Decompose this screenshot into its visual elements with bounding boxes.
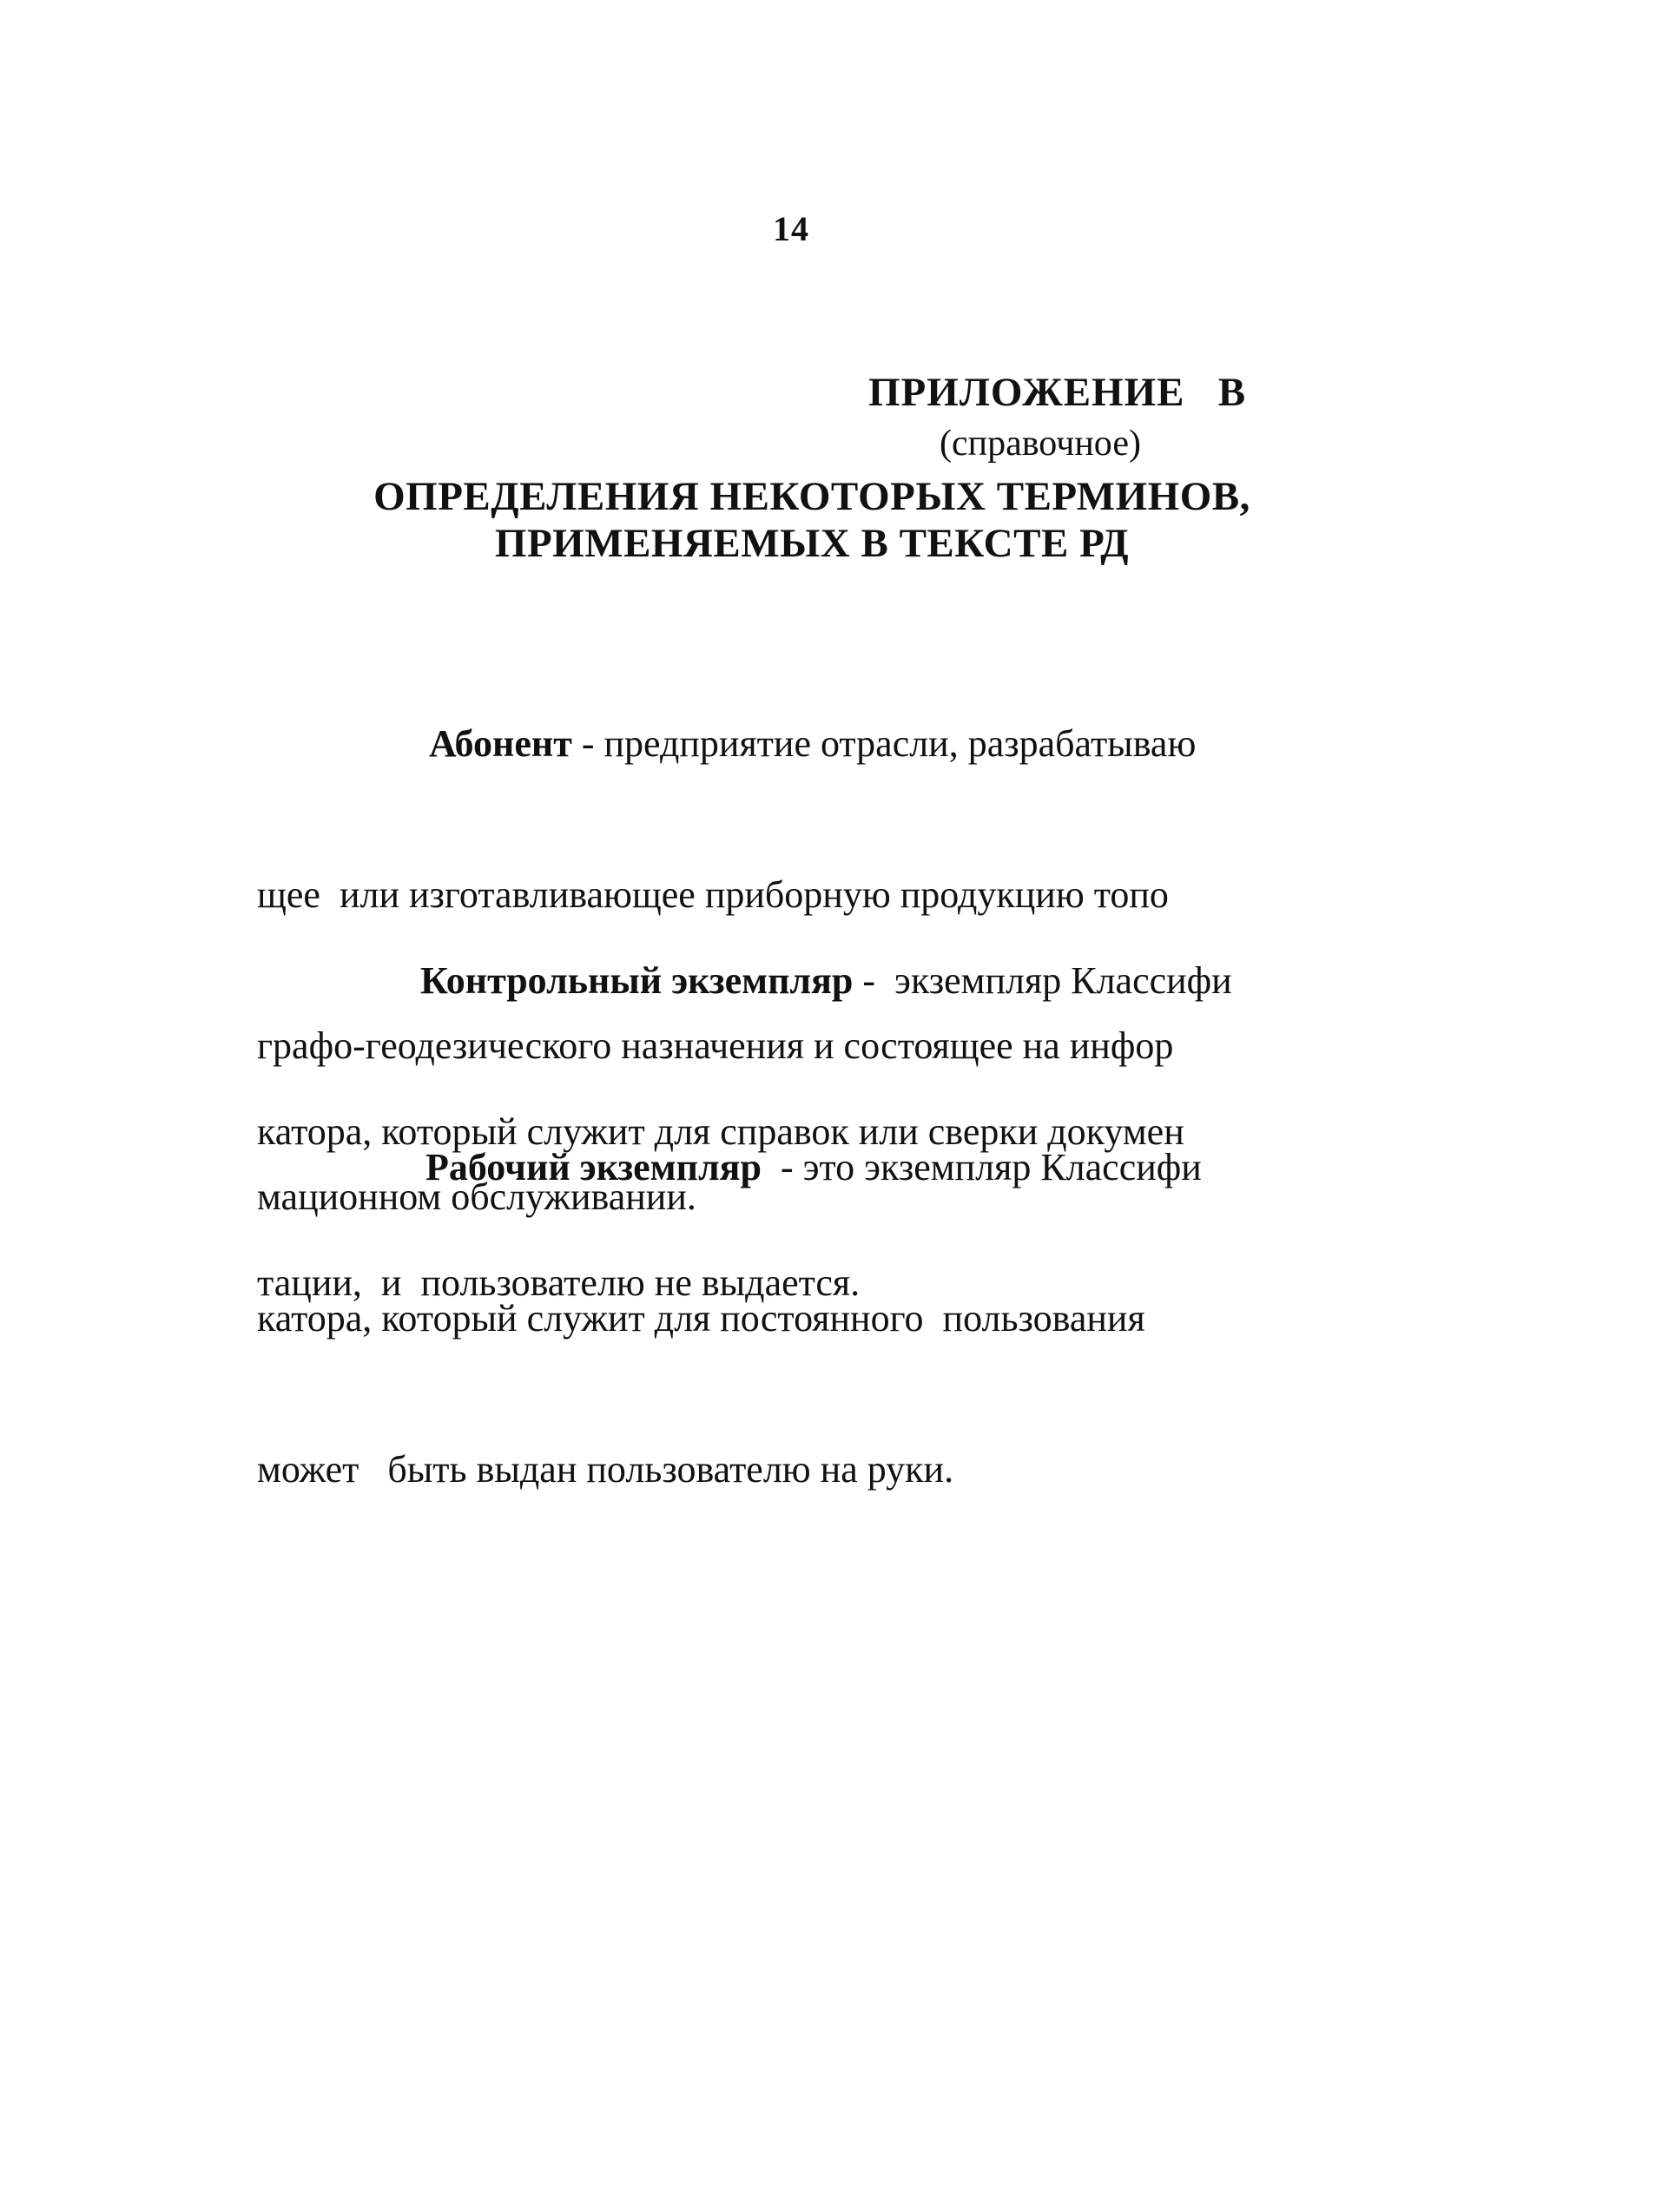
section-title-line-2: ПРИМЕНЯЕМЫХ В ТЕКСТЕ РД bbox=[494, 521, 1130, 566]
definition-term: Абонент bbox=[429, 722, 572, 765]
section-title-line-1: ОПРЕДЕЛЕНИЯ НЕКОТОРЫХ ТЕРМИНОВ, bbox=[373, 474, 1250, 519]
definition-first-line bbox=[257, 1142, 1202, 1193]
definition-line: может быть выдан пользователю на руки. bbox=[257, 1448, 954, 1491]
appendix-type: (справочное) bbox=[940, 424, 1141, 464]
definition-text: - это экземпляр Классифи bbox=[761, 1146, 1202, 1188]
definition-line: катора, который служит для справок или сверки докумен bbox=[257, 1110, 1184, 1153]
definition-first-line bbox=[257, 719, 1196, 769]
definition-term: Контрольный экземпляр bbox=[420, 959, 854, 1002]
definition-line: тации, и пользователю не выдается. bbox=[257, 1261, 861, 1304]
definition-line: катора, который служит для постоянного пользования bbox=[257, 1297, 1145, 1340]
definition-first-line bbox=[257, 956, 1232, 1006]
definition-working-copy bbox=[257, 1042, 1202, 1545]
definition-line: мационном обслуживании. bbox=[257, 1175, 696, 1218]
section-title bbox=[261, 473, 1363, 567]
definition-text: - предприятие отрасли, разрабатываю bbox=[571, 722, 1197, 765]
definition-term: Рабочий экземпляр bbox=[425, 1146, 762, 1188]
definition-line: щее или изготавливающее приборную продукцию топо bbox=[257, 873, 1169, 916]
appendix-title: ПРИЛОЖЕНИЕ В bbox=[868, 370, 1247, 415]
definition-text: - экземпляр Классифи bbox=[853, 959, 1232, 1002]
definition-line: графо-геодезического назначения и состоящее на инфор bbox=[257, 1024, 1174, 1067]
page-number: 14 bbox=[773, 209, 809, 248]
